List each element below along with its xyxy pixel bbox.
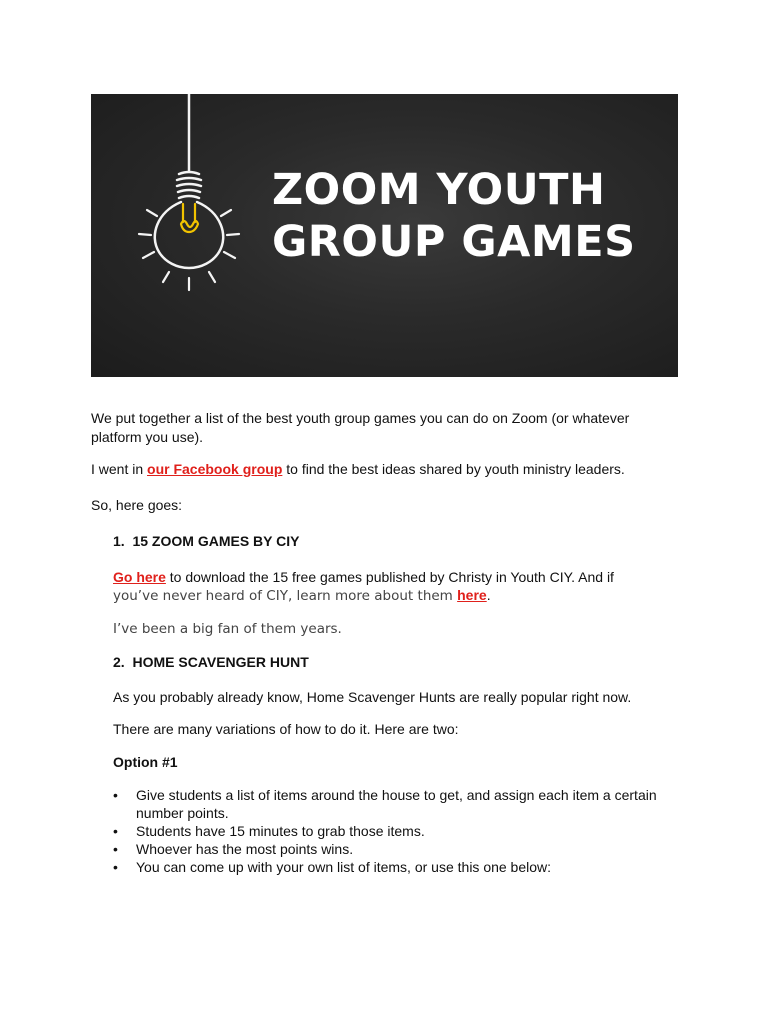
bullet-icon: • (113, 841, 118, 857)
so-here-goes-text: So, here goes: (91, 497, 183, 513)
section1-fan-text: I’ve been a big fan of them years. (113, 621, 342, 637)
intro-line1: We put together a list of the best youth group games you can do on Zoom (or whatever (91, 410, 630, 426)
facebook-group-link[interactable]: our Facebook group (147, 461, 283, 477)
intro-line2: platform you use). (91, 429, 204, 445)
bullet-icon: • (113, 823, 118, 839)
list-item-text: You can come up with your own list of items, or use this one below: (136, 859, 552, 875)
section1-heading (113, 532, 299, 550)
list-item (113, 786, 676, 822)
banner-title-line2: GROUP GAMES (272, 217, 636, 267)
section2-para2: There are many variations of how to do it. Here are two: (113, 721, 459, 737)
section2-number: 2. (113, 654, 125, 670)
banner-title (272, 164, 672, 268)
bullet-icon: • (113, 787, 118, 803)
here-link[interactable]: here (457, 587, 487, 603)
list-item-text: Students have 15 minutes to grab those items. (136, 823, 425, 839)
bullet-icon: • (113, 859, 118, 875)
section1-line2-prefix: you’ve never heard of CIY, learn more about them (113, 588, 458, 604)
facebook-suffix: to find the best ideas shared by youth ministry leaders. (282, 461, 625, 477)
section2-heading (113, 653, 309, 671)
section2-para1: As you probably already know, Home Scavenger Hunts are really popular right now. (113, 689, 632, 705)
list-item-text: Whoever has the most points wins. (136, 841, 354, 857)
section1-line1-rest: to download the 15 free games published by Christy in Youth CIY. And if (165, 569, 614, 585)
section1-line2-suffix: . (486, 587, 491, 603)
list-item-text: Give students a list of items around the house to get, and assign each item a certain number points. (136, 787, 657, 821)
option1-bullet-list (113, 786, 676, 876)
list-item (113, 840, 676, 858)
list-item (113, 822, 676, 840)
section1-title: 15 ZOOM GAMES BY CIY (132, 533, 300, 549)
section1-line2 (113, 586, 491, 605)
facebook-paragraph (91, 460, 625, 478)
option1-label: Option #1 (113, 754, 178, 770)
banner-title-line1: ZOOM YOUTH (272, 165, 606, 215)
facebook-prefix: I went in (91, 461, 148, 477)
go-here-link[interactable]: Go here (113, 569, 166, 585)
section1-line1 (113, 568, 614, 586)
section1-number: 1. (113, 533, 125, 549)
header-banner-image (91, 94, 678, 377)
section2-title: HOME SCAVENGER HUNT (132, 654, 309, 670)
list-item (113, 858, 676, 876)
